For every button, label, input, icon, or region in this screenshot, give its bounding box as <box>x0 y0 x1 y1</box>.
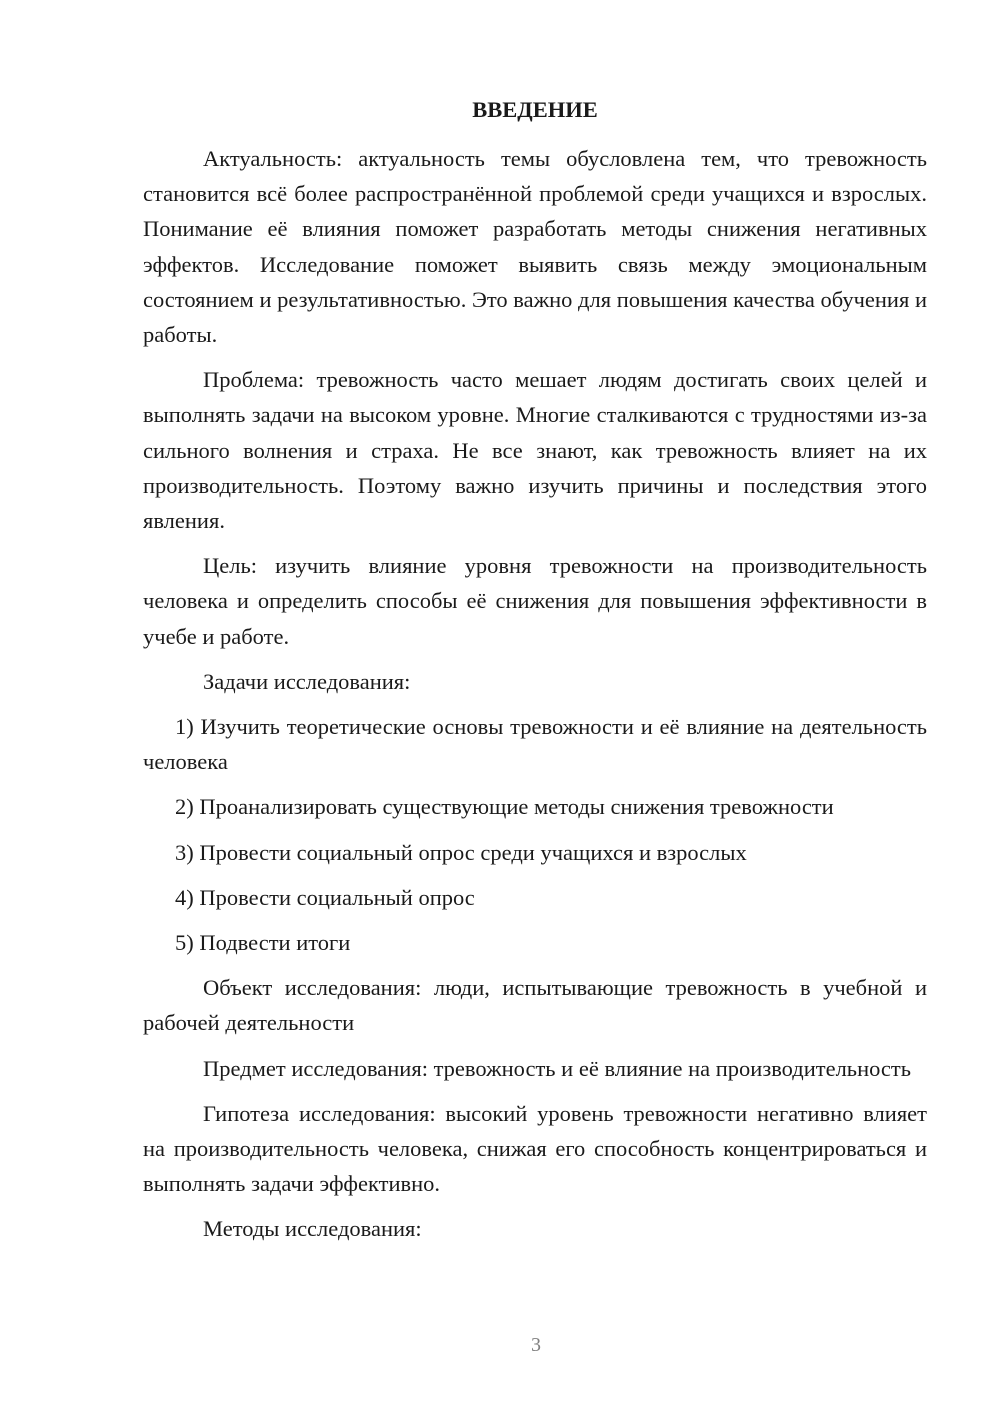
task-item: 5) Подвести итоги <box>175 930 351 956</box>
paragraph-goal: Цель: изучить влияние уровня тревожности на производительность человека и определить способы её снижения для повышения эффективности в учебе и работе. <box>143 553 927 649</box>
paragraph-object: Объект исследования: люди, испытывающие тревожность в учебной и рабочей деятельности <box>143 975 927 1036</box>
paragraph-problem: Проблема: тревожность часто мешает людям достигать своих целей и выполнять задачи на высоком уровне. Многие сталкиваются с трудностями из-за сильного волнения и страха. Не все знают, как тревожность влияет на их производительность. Поэтому важно изучить причины и последствия этого явления. <box>143 367 927 534</box>
task-item: 3) Провести социальный опрос среди учащихся и взрослых <box>175 839 747 865</box>
tasks-heading: Задачи исследования: <box>203 668 411 694</box>
task-item: 2) Проанализировать существующие методы снижения тревожности <box>175 794 834 820</box>
page-number: 3 <box>531 1334 541 1356</box>
task-item: 1) Изучить теоретические основы тревожности и её влияние на деятельность человека <box>143 714 927 775</box>
task-item: 4) Провести социальный опрос <box>175 884 475 910</box>
paragraph-subject: Предмет исследования: тревожность и её влияние на производительность <box>203 1055 912 1081</box>
paragraph-relevance: Актуальность: актуальность темы обусловлена тем, что тревожность становится всё более распространённой проблемой среди учащихся и взрослых. Понимание её влияния поможет разработать методы снижения негативных эффектов. Исследование поможет выявить связь между эмоциональным состоянием и результативностью. Это важно для повышения качества обучения и работы. <box>143 146 927 348</box>
paragraph-hypothesis: Гипотеза исследования: высокий уровень тревожности негативно влияет на производительность человека, снижая его способность концентрироваться и выполнять задачи эффективно. <box>143 1100 927 1197</box>
page-title: ВВЕДЕНИЕ <box>472 97 598 122</box>
methods-heading: Методы исследования: <box>203 1216 422 1242</box>
page-content <box>143 93 927 1257</box>
